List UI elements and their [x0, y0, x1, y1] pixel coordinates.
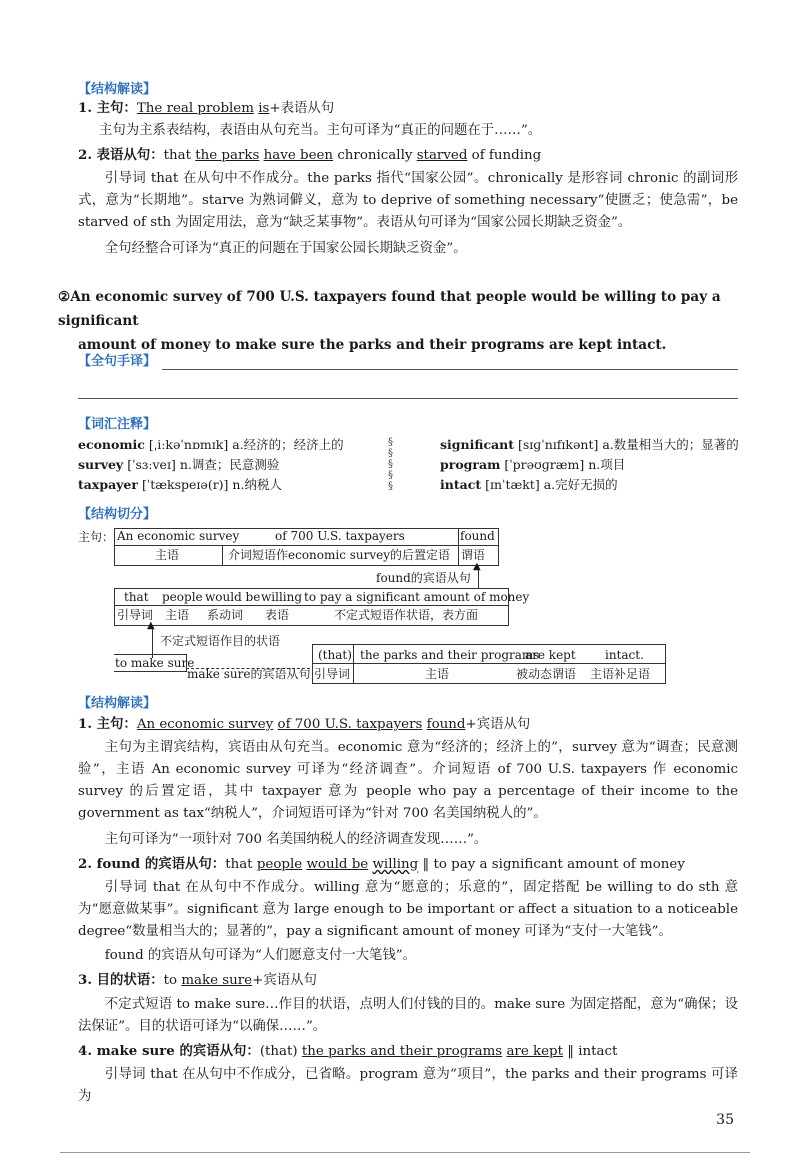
diag-r1-label-prep: 介词短语作economic survey的后置定语 — [228, 548, 451, 562]
diagram-main-label: 主句： — [78, 530, 115, 544]
s2-point-2-body: 引导词 that 在从句中不作成分。willing 意为“愿意的；乐意的”，固定搭配 be willing to do sth 意为“愿意做某事”。significant 意为 large enough to be important or affect a situation to a noticeable degree“数量相当大的；显著的”，pay a significant amount of money 可译为“支付一大笔钱”。 — [78, 880, 738, 939]
vocab-left-col — [78, 435, 344, 495]
s1-point-1: 1. 主句：The real problem is+表语从句 — [78, 100, 335, 116]
s2-point-4-body: 引导词 that 在从句中不作成分，已省略。program 意为“项目”，the parks and their programs 可译为 — [78, 1067, 738, 1104]
s1-summary: 全句经整合可译为“真正的问题在于国家公园长期缺乏资金”。 — [104, 241, 467, 256]
s2-point-4: 4. make sure 的宾语从句：(that) the parks and their programs are kept ‖ intact — [78, 1043, 618, 1059]
bottom-rule — [60, 1152, 750, 1153]
diag-r2-that: that — [124, 590, 149, 604]
page-number: 35 — [716, 1112, 734, 1128]
diag-r3-l3: 被动态谓语 — [516, 667, 577, 681]
s2-point-1-body2: 主句可译为“一项针对 700 名美国纳税人的经济调查发现……”。 — [104, 832, 488, 847]
s2-point-1: 1. 主句：An economic survey of 700 U.S. taxpayers found+宾语从句 — [78, 716, 531, 732]
s1-point-2: 2. 表语从句：that the parks have been chronically starved of funding — [78, 147, 542, 163]
diag-r2-l2: 主语 — [165, 608, 190, 622]
vocab-right-col — [440, 435, 739, 495]
diag-r2-l5: 不定式短语作状语，表方面 — [334, 608, 479, 622]
diag-r3-l1: 引导词 — [314, 667, 351, 681]
diag-r3-kept: are kept — [525, 648, 576, 662]
section-tag-structure-2: 【结构解读】 — [78, 696, 157, 711]
translate-line-1[interactable] — [162, 369, 738, 370]
diag-arrowhead-1: ▲ — [473, 561, 481, 572]
diag-tms: to make sure — [115, 656, 195, 670]
diag-r2-l3: 系动词 — [207, 608, 244, 622]
diag-r2-willing: willing — [261, 590, 303, 604]
section-tag-diagram: 【结构切分】 — [78, 507, 157, 522]
vocab-item-taxpayer: taxpayer [ˈtækspeɪə(r)] n.纳税人 — [78, 477, 282, 492]
vocab-item-significant: significant [sɪɡˈnɪfɪkənt] a.数量相当大的；显著的 — [440, 437, 739, 452]
diag-arrowhead-2: ▲ — [147, 620, 155, 631]
diag-r2-topay: to pay a significant amount of money — [304, 590, 530, 604]
diag-r1-label-verb: 谓语 — [461, 548, 486, 562]
s1-point-1-body: 主句为主系表结构，表语由从句充当。主句可译为“真正的问题在于……”。 — [99, 123, 542, 138]
sentence-2: ②An economic survey of 700 U.S. taxpayers found that people would be willing to pay a significant amount of money to make sure the parks and their programs are kept intact. — [58, 289, 721, 353]
diag-r3-l4: 主语补足语 — [590, 667, 651, 681]
diag-r1-verb: found — [460, 529, 495, 543]
s2-point-2-body2: found 的宾语从句可译为“人们愿意支付一大笔钱”。 — [104, 948, 417, 963]
vocab-item-economic: economic [ˌiːkəˈnɒmɪk] a.经济的；经济上的 — [78, 437, 344, 452]
vocab-item-intact: intact [ɪnˈtækt] a.完好无损的 — [440, 477, 618, 492]
diag-r3-that: (that) — [318, 648, 352, 662]
s1-point-2-body: 引导词 that 在从句中不作成分。the parks 指代“国家公园”。chronically 是形容词 chronic 的副词形式，意为“长期地”。starve 为熟词僻义，意为 to deprive of something necessary“使匮乏；使急需”，be starved of sth 为固定用法，意为“缺乏某事物”。表语从句可译为“国家公园长期缺乏资金”。 — [78, 171, 738, 230]
diag-found-note: found的宾语从句 — [376, 571, 471, 585]
section-tag-vocab: 【词汇注释】 — [78, 417, 157, 432]
diag-r1-prep: of 700 U.S. taxpayers — [275, 529, 405, 543]
diag-r2-people: people — [162, 590, 203, 604]
vocab-item-survey: survey [ˈsɜːveɪ] n.调查；民意测验 — [78, 457, 280, 472]
section-tag-structure-1: 【结构解读】 — [78, 82, 157, 97]
vocab-item-program: program [ˈprəʊɡræm] n.项目 — [440, 457, 626, 472]
s2-point-3: 3. 目的状语：to make sure+宾语从句 — [78, 972, 317, 988]
diag-r2-would: would be — [205, 590, 261, 604]
translate-line-2[interactable] — [78, 398, 738, 399]
diag-r3-intact: intact. — [605, 648, 644, 662]
s2-point-2: 2. found 的宾语从句：that people would be willing ‖ to pay a significant amount of money — [78, 856, 685, 872]
diag-r1-label-subject: 主语 — [155, 548, 180, 562]
s2-point-3-body: 不定式短语 to make sure…作目的状语，点明人们付钱的目的。make sure 为固定搭配，意为“确保；设法保证”。目的状语可译为“以确保……”。 — [78, 997, 738, 1034]
diag-purpose-note: 不定式短语作目的状语 — [160, 634, 281, 648]
diag-tms-note: make sure的宾语从句 — [187, 667, 311, 681]
section-tag-translate: 【全句手译】 — [78, 354, 157, 369]
s2-point-1-body: 主句为主谓宾结构，宾语由从句充当。economic 意为“经济的；经济上的”，survey 意为“调查；民意测验”，主语 An economic survey 可译为“经济调查”。介词短语 of 700 U.S. taxpayers 作 economic survey 的后置定语，其中 taxpayer 意为 people who pay a percentage of their income to the government as tax“纳税人”，介词短语可译为“针对 700 名美国纳税人的”。 — [78, 740, 738, 821]
diag-r1-subject: An economic survey — [117, 529, 240, 543]
vocab-divider: § § § § § — [388, 437, 393, 492]
diag-r2-l1: 引导词 — [117, 608, 154, 622]
diag-r3-subject: the parks and their programs — [360, 648, 540, 662]
diag-r3-l2: 主语 — [425, 667, 450, 681]
diag-r2-l4: 表语 — [265, 608, 290, 622]
